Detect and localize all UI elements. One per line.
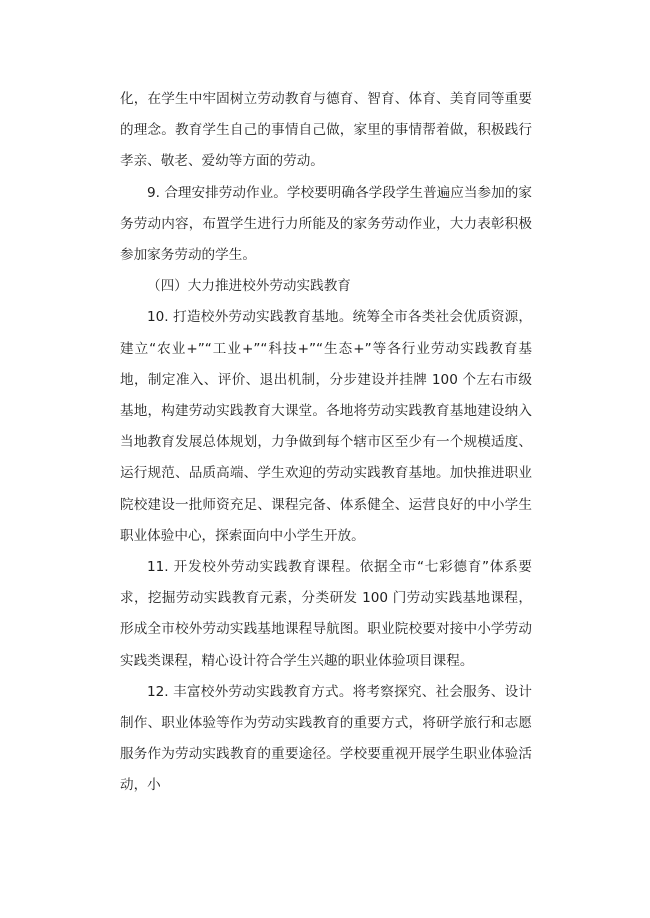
paragraph-item-11: 11. 开发校外劳动实践教育课程。依据全市“七彩德育”体系要求，挖掘劳动实践教育元素，分类研发 100 门劳动实践基地课程，形成全市校外劳动实践基地课程导航图。职业院校要对接中小学劳动实践类课程，精心设计符合学生兴趣的职业体验项目课程。 xyxy=(120,559,532,669)
document-body xyxy=(120,84,532,802)
paragraph-item-10: 10. 打造校外劳动实践教育基地。统筹全市各类社会优质资源，建立“农业+”“工业+”“科技+”“生态+”等各行业劳动实践教育基地，制定准入、评价、退出机制，分步建设并挂牌 100 个左右市级基地，构建劳动实践教育大课堂。各地将劳动实践教育基地建设纳入当地教育发展总体规划，力争做到每个辖市区至少有一个规模适度、运行规范、品质高端、学生欢迎的劳动实践教育基地。加快推进职业院校建设一批师资充足、课程完备、体系健全、运营良好的中小学生职业体验中心，探索面向中小学生开放。 xyxy=(120,309,532,544)
section-heading-4: （四）大力推进校外劳动实践教育 xyxy=(147,278,351,295)
paragraph-item-9: 9. 合理安排劳动作业。学校要明确各学段学生普遍应当参加的家务劳动内容，布置学生进行力所能及的家务劳动作业，大力表彰积极参加家务劳动的学生。 xyxy=(120,184,532,264)
paragraph-item-12: 12. 丰富校外劳动实践教育方式。将考察探究、社会服务、设计制作、职业体验等作为劳动实践教育的重要方式，将研学旅行和志愿服务作为劳动实践教育的重要途径。学校要重视开展学生职业体验活动，小 xyxy=(120,683,532,794)
paragraph-continuation: 化，在学生中牢固树立劳动教育与德育、智育、体育、美育同等重要的理念。教育学生自己的事情自己做，家里的事情帮着做，积极践行孝亲、敬老、爱幼等方面的劳动。 xyxy=(120,91,532,170)
